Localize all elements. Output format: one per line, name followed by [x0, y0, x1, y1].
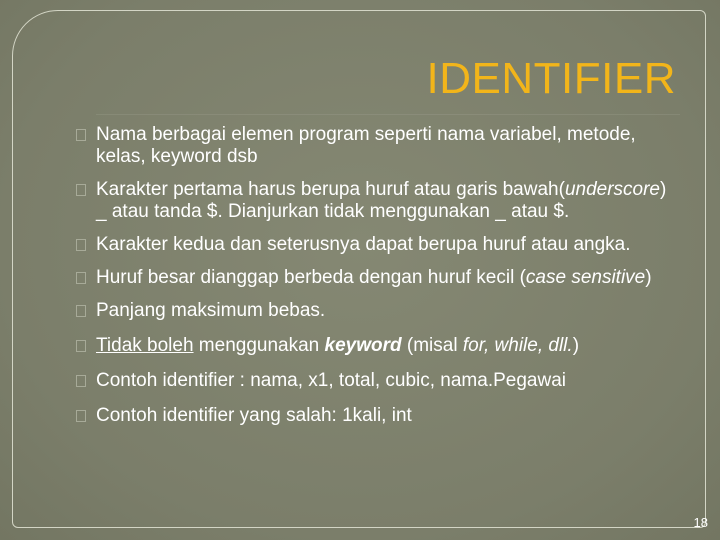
- square-bullet-icon: [76, 239, 86, 251]
- bullet-item: [76, 179, 676, 223]
- square-bullet-icon: [76, 272, 86, 284]
- page-number: 18: [693, 515, 708, 530]
- bullet-text: Karakter kedua dan seterusnya dapat berupa huruf atau angka.: [96, 234, 631, 255]
- square-bullet-icon: [76, 129, 86, 141]
- square-bullet-icon: [76, 184, 86, 196]
- bullet-item: [76, 124, 676, 168]
- bullet-item: [76, 234, 676, 256]
- bullet-text: Karakter pertama harus berupa huruf atau garis bawah(: [96, 179, 565, 200]
- bullet-item: [76, 405, 676, 427]
- title-divider: [96, 114, 680, 115]
- bullet-text-keyword: keyword: [324, 335, 402, 356]
- bullet-text: Nama berbagai elemen program seperti nama variabel, metode, kelas, keyword dsb: [96, 124, 636, 167]
- bullet-text: Huruf besar dianggap berbeda dengan huruf kecil (: [96, 267, 526, 288]
- bullet-item: [76, 335, 676, 357]
- square-bullet-icon: [76, 305, 86, 317]
- bullet-text: Contoh identifier yang salah: 1kali, int: [96, 405, 412, 426]
- bullet-text: menggunakan: [193, 335, 325, 356]
- square-bullet-icon: [76, 340, 86, 352]
- bullet-item: [76, 370, 676, 392]
- bullet-text: ): [572, 335, 580, 356]
- bullet-text-italic: underscore: [564, 179, 660, 200]
- bullet-text: Contoh identifier : nama, x1, total, cubic, nama.Pegawai: [96, 370, 566, 391]
- bullet-item: [76, 267, 676, 289]
- bullet-item: [76, 300, 676, 322]
- slide-title: IDENTIFIER: [426, 54, 676, 103]
- bullet-text: Panjang maksimum bebas.: [96, 300, 326, 321]
- square-bullet-icon: [76, 375, 86, 387]
- bullet-list: [76, 124, 676, 440]
- bullet-text: (misal: [401, 335, 463, 356]
- bullet-text-italic: for, while, dll.: [462, 335, 573, 356]
- bullet-text-italic: case sensitive: [525, 267, 646, 288]
- square-bullet-icon: [76, 410, 86, 422]
- bullet-text-underlined: Tidak boleh: [96, 335, 194, 356]
- bullet-text: ): [645, 267, 652, 288]
- bullet-text: ) _ atau tanda $. Dianjurkan tidak menggunakan _ atau $.: [96, 179, 667, 222]
